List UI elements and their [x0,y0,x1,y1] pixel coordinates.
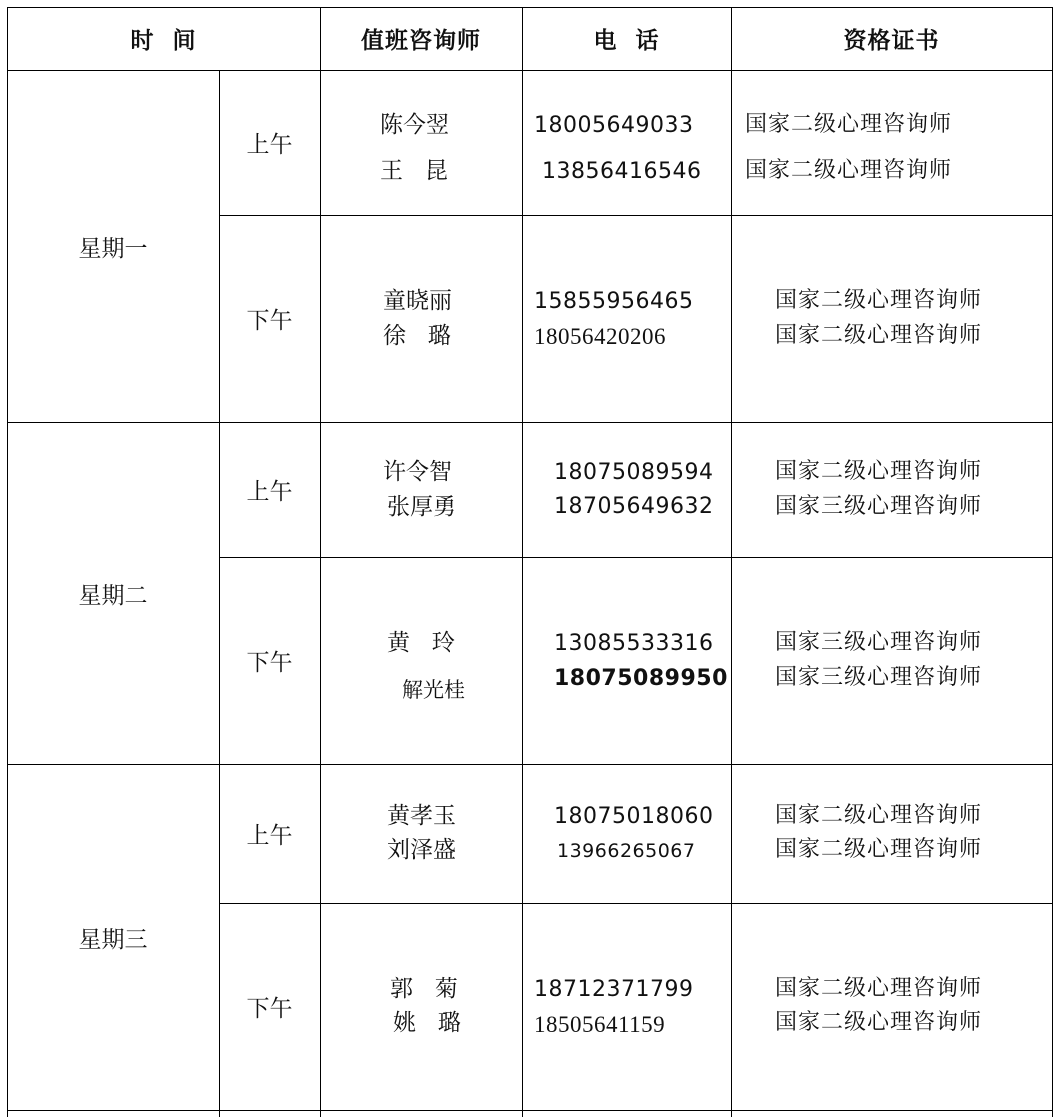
counselor-name: 刘泽盛 [387,837,456,863]
phone-number: 18505641159 [534,1012,666,1037]
certificate-text: 国家三级心理咨询师 [775,630,983,655]
phone-number: 13856416546 [542,159,702,184]
phone-number: 18056420206 [534,324,666,349]
phone-number: 18712371799 [534,977,694,1002]
counselor-name: 郭 菊 [390,976,458,1002]
phone-number: 18705649632 [554,494,714,519]
counselor-name: 王 昆 [380,158,448,184]
certificate-text: 国家三级心理咨询师 [775,665,983,690]
counselor-name: 陈今翌 [380,112,449,138]
phone-number: 13966265067 [557,840,696,862]
header-time: 时 间 [130,28,197,54]
certificate-text: 国家三级心理咨询师 [775,494,983,519]
certificate-text: 国家二级心理咨询师 [775,976,983,1001]
phone-number: 18075089950 [554,666,728,691]
period-label-mon-pm: 下午 [246,308,293,334]
period-label-tue-pm: 下午 [246,650,293,676]
period-label-tue-am: 上午 [246,479,293,505]
header-certificate: 资格证书 [843,28,940,54]
phone-number: 15855956465 [534,289,694,314]
period-label-wed-am: 上午 [246,823,293,849]
border-counselor-phone [522,7,523,1117]
border-wed-bottom [7,1110,1053,1111]
phone-number: 18075089594 [554,460,714,485]
border-tue-am-pm [219,557,1053,558]
counselor-name: 童晓丽 [383,288,452,314]
counselor-name: 解光桂 [402,678,465,702]
certificate-text: 国家二级心理咨询师 [775,803,983,828]
certificate-text: 国家二级心理咨询师 [775,837,983,862]
border-right [1052,7,1053,1117]
border-mon-am-pm [219,215,1053,216]
counselor-name: 许令智 [383,459,452,485]
day-label-wednesday: 星期三 [78,926,148,953]
header-phone: 电 话 [593,28,660,54]
certificate-text: 国家二级心理咨询师 [745,158,953,183]
counselor-name: 徐 璐 [383,323,451,349]
certificate-text: 国家二级心理咨询师 [745,112,953,137]
phone-number: 18075018060 [554,804,714,829]
counselor-name: 张厚勇 [387,494,456,520]
counselor-name: 黄 玲 [387,630,455,656]
certificate-text: 国家二级心理咨询师 [775,1010,983,1035]
day-label-tuesday: 星期二 [78,582,148,609]
counselor-name: 黄孝玉 [387,803,456,829]
certificate-text: 国家二级心理咨询师 [775,459,983,484]
certificate-text: 国家二级心理咨询师 [775,288,983,313]
border-period-counselor [320,7,321,1117]
counselor-name: 姚 璐 [393,1010,461,1036]
border-wed-am-pm [219,903,1053,904]
certificate-text: 国家二级心理咨询师 [775,323,983,348]
border-phone-cert [731,7,732,1117]
header-counselor: 值班咨询师 [361,28,481,54]
period-label-wed-pm: 下午 [246,996,293,1022]
day-label-monday: 星期一 [78,235,148,262]
period-label-mon-am: 上午 [246,132,293,158]
phone-number: 13085533316 [554,631,714,656]
phone-number: 18005649033 [534,113,694,138]
